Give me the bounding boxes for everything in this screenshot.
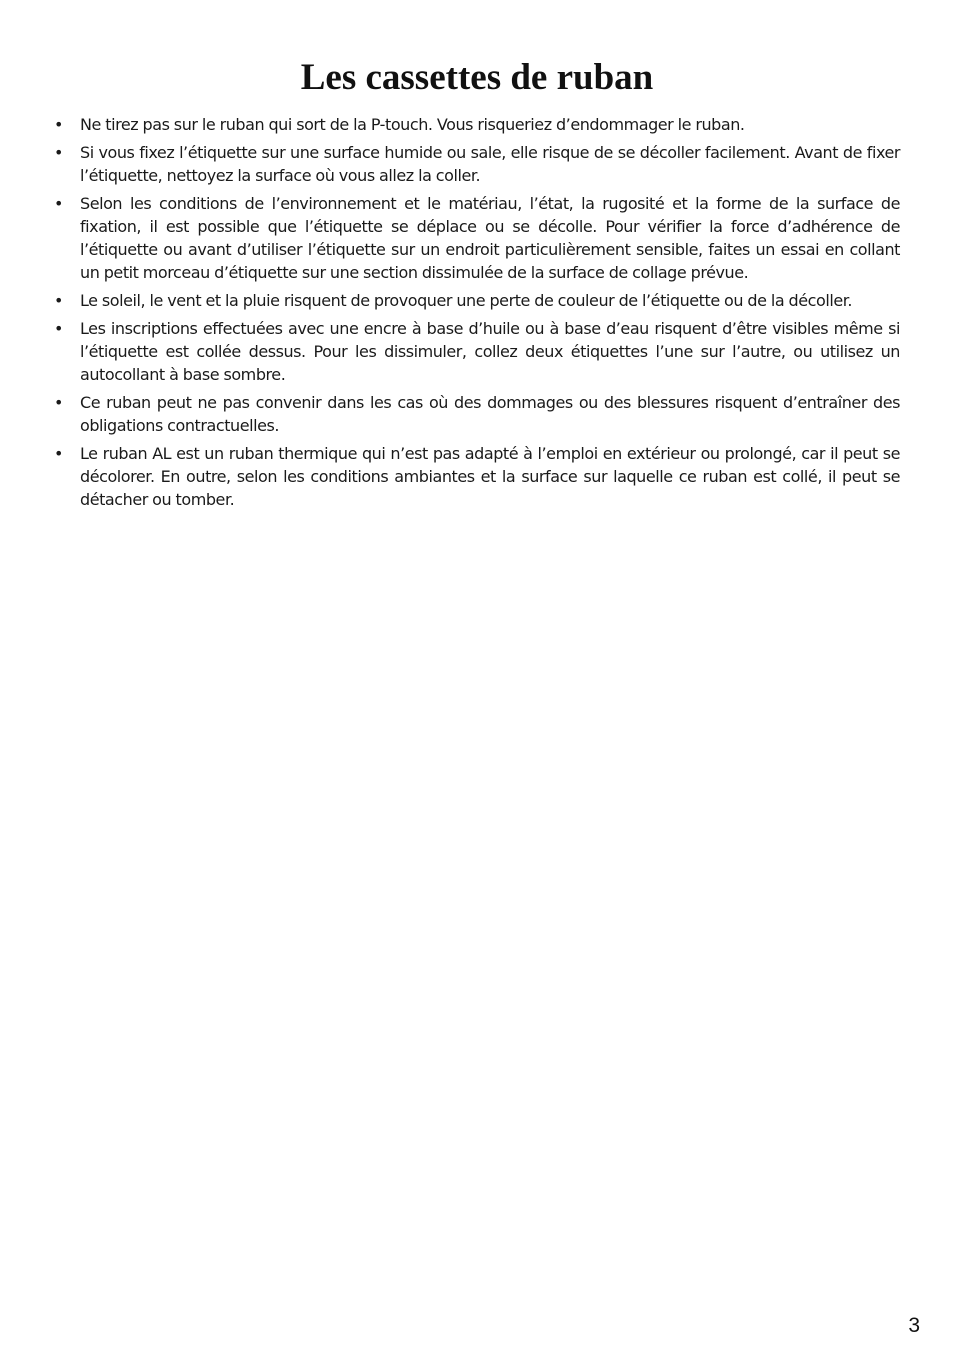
list-item: [54, 317, 900, 387]
list-item: [54, 289, 900, 312]
list-item-text: Le soleil, le vent et la pluie risquent de provoquer une perte de couleur de l’étiquette ou de la décoller.: [80, 290, 853, 310]
list-item: [54, 192, 900, 285]
bullet-icon: •: [54, 142, 63, 162]
page-number: 3: [908, 1314, 920, 1337]
page-title: Les cassettes de ruban: [300, 57, 654, 98]
list-item: [54, 113, 900, 136]
list-item-text: Les inscriptions effectuées avec une encre à base d’huile ou à base d’eau risquent d’être visibles même si l’étiquette est collée dessus. Pour les dissimuler, collez deux étiquettes l’une sur l’autre, ou utilisez un autocollant à base sombre.: [80, 318, 900, 385]
list-item-text: Ce ruban peut ne pas convenir dans les cas où des dommages ou des blessures risquent d’entraîner des obligations contractuelles.: [80, 392, 900, 435]
bullet-icon: •: [54, 115, 63, 134]
list-item: [54, 141, 900, 187]
list-item-text: Ne tirez pas sur le ruban qui sort de la P-touch. Vous risqueriez d’endommager le ruban.: [80, 115, 745, 134]
bullet-icon: •: [54, 318, 63, 338]
list-item: [54, 442, 900, 512]
list-item-text: Selon les conditions de l’environnement et le matériau, l’état, la rugosité et la forme de la surface de fixation, il est possible que l’étiquette se déplace ou se décolle. Pour vérifier la force d’adhérence de l’étiquette ou avant d’utiliser l’étiquette sur un endroit particulièrement sensible, faites un essai en collant un petit morceau d’étiquette sur une section dissimulée de la surface de collage prévue.: [80, 193, 900, 283]
bullet-list: [54, 113, 900, 516]
list-item: [54, 391, 900, 437]
bullet-icon: •: [54, 290, 63, 310]
list-item-text: Si vous fixez l’étiquette sur une surface humide ou sale, elle risque de se décoller facilement. Avant de fixer l’étiquette, nettoyez la surface où vous allez la coller.: [80, 142, 900, 185]
bullet-icon: •: [54, 193, 63, 213]
bullet-icon: •: [54, 443, 63, 463]
list-item-text: Le ruban AL est un ruban thermique qui n’est pas adapté à l’emploi en extérieur ou prolongé, car il peut se décolorer. En outre, selon les conditions ambiantes et la surface sur laquelle ce ruban est collé, il peut se détacher ou tomber.: [80, 443, 900, 510]
bullet-icon: •: [54, 392, 63, 412]
